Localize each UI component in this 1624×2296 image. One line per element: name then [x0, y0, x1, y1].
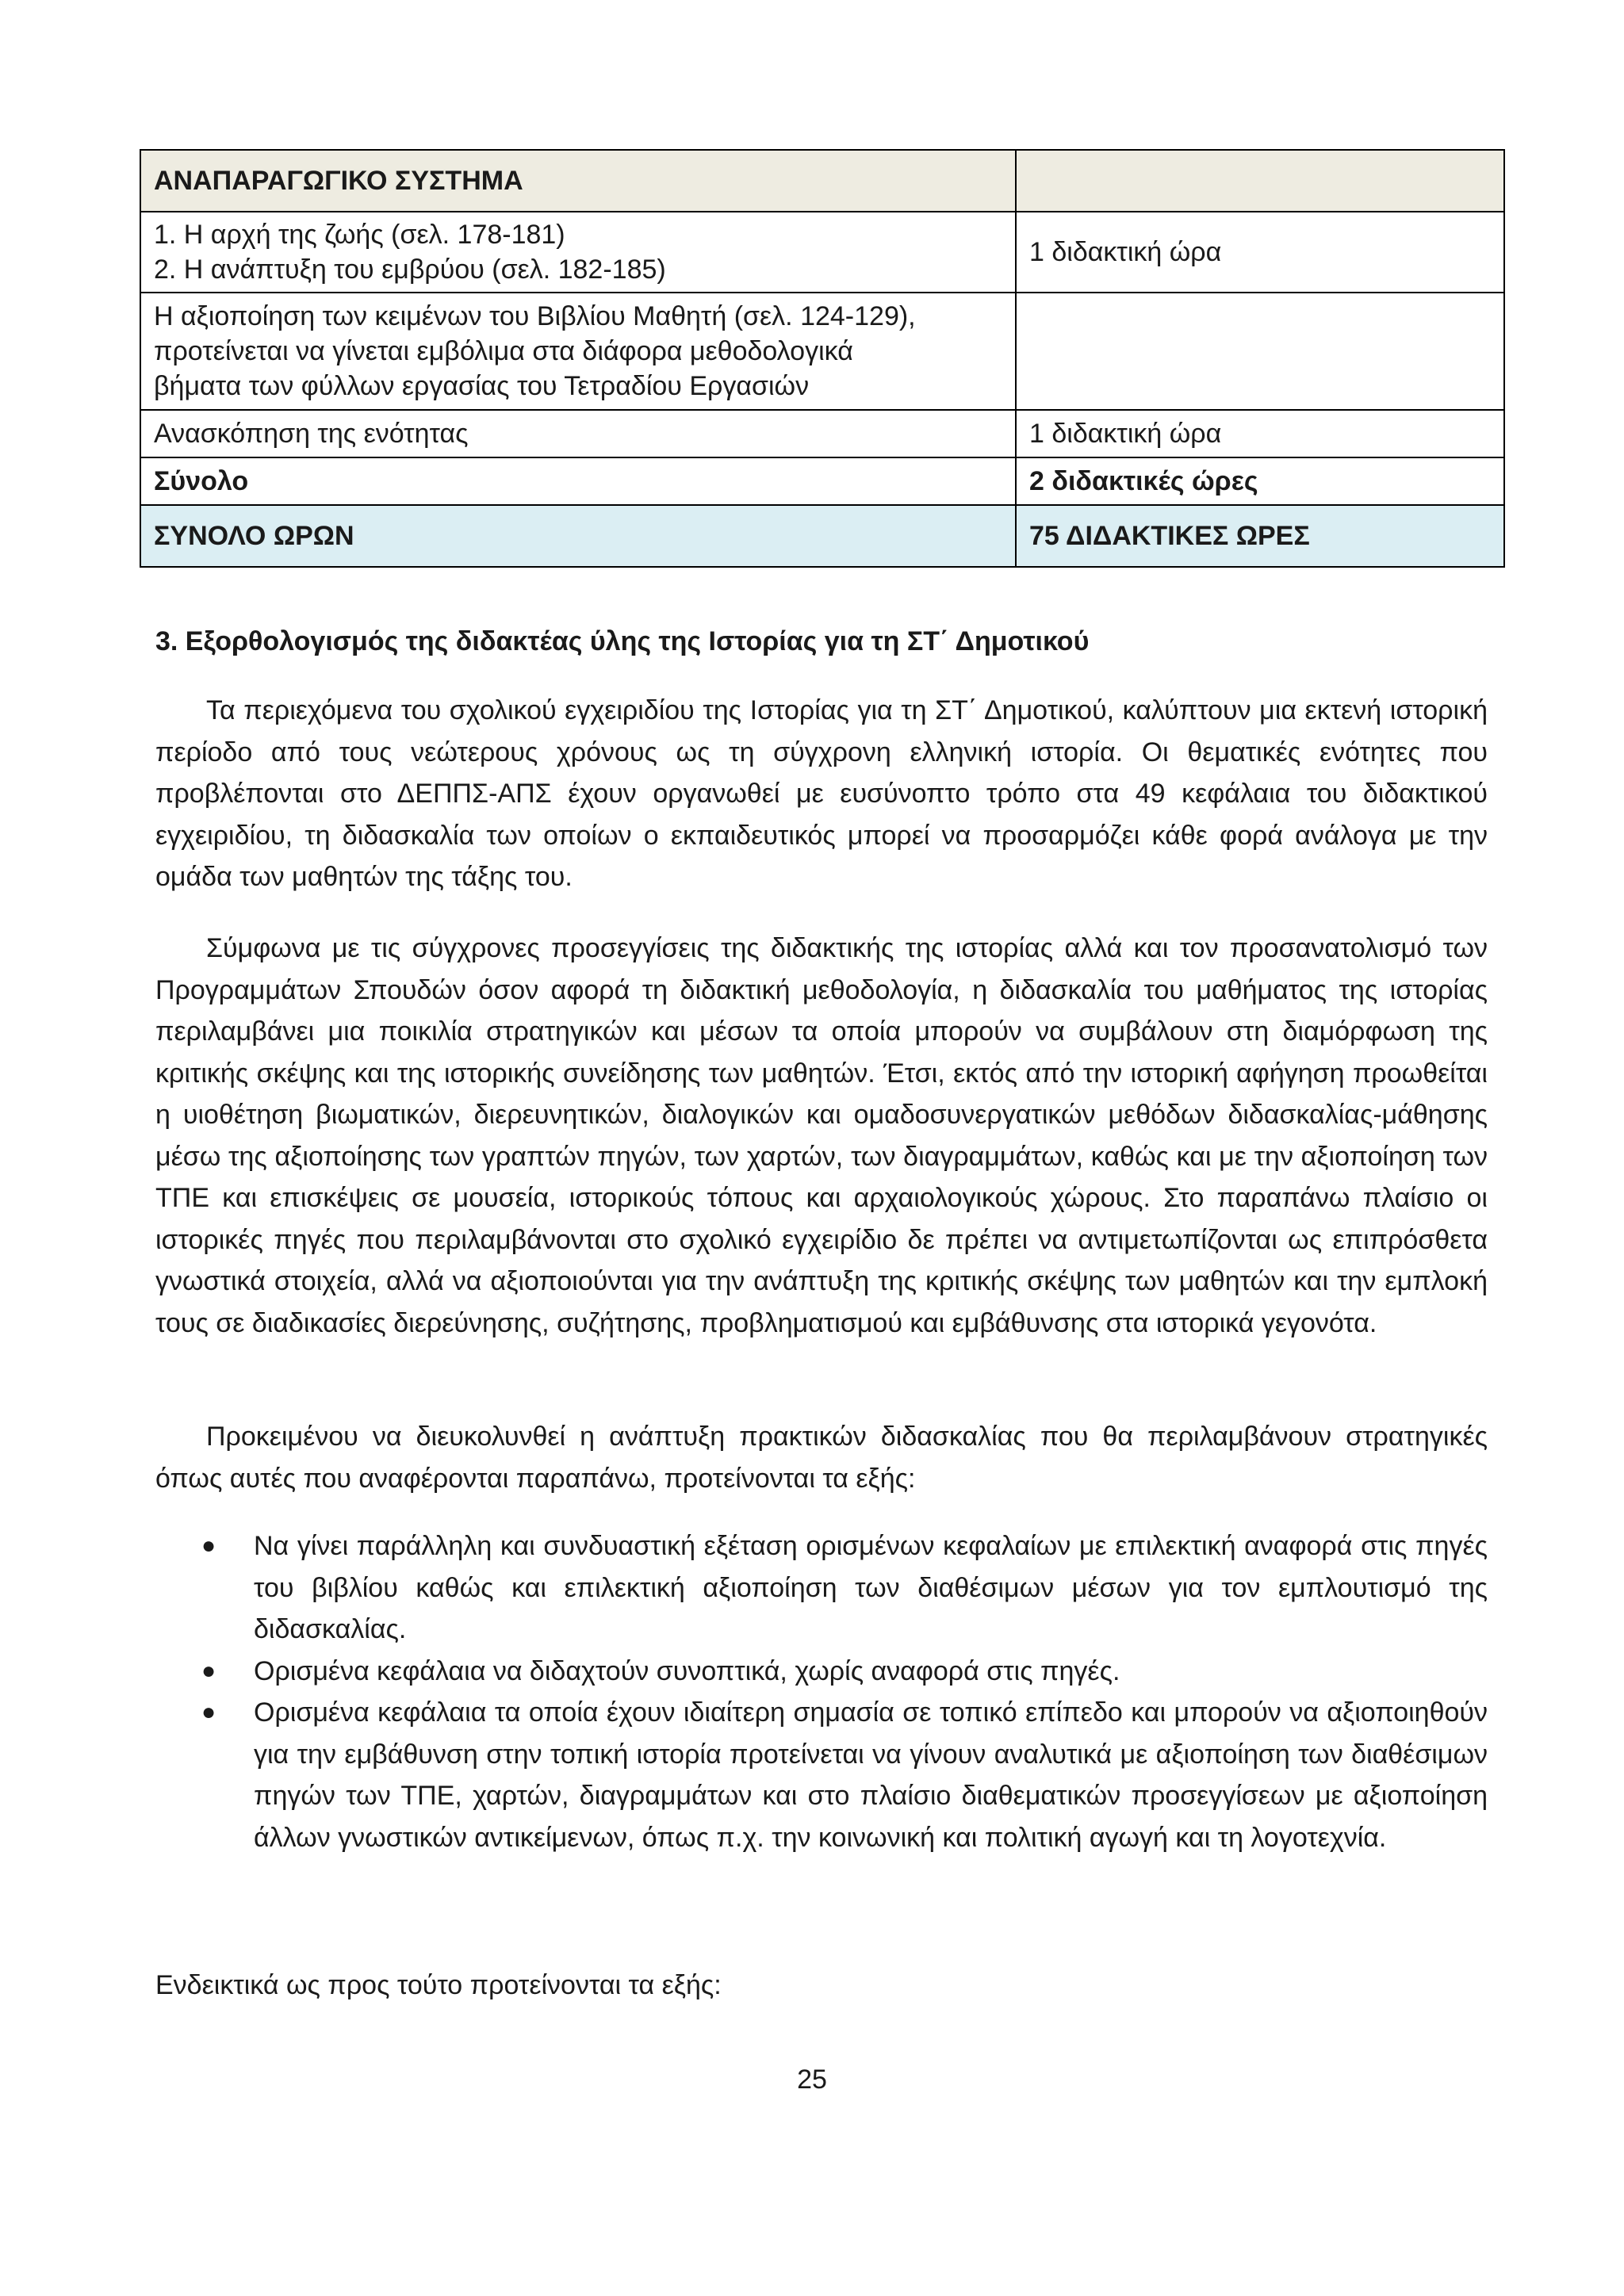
table-row — [140, 410, 1504, 457]
table-cell-topic — [140, 150, 1016, 212]
paragraph-intro: Τα περιεχόμενα του σχολικού εγχειριδίου της Ιστορίας για τη ΣΤ΄ Δημοτικού, καλύπτουν μια εκτενή ιστορική περίοδο από τους νεώτερους χρόνους ως τη σύγχρονη ελληνική ιστορία. Οι θεματικές ενότητες που προβλέπονται στο ΔΕΠΠΣ-ΑΠΣ έχουν οργανωθεί με ευσύνοπτο τρόπο στα 49 κεφάλαια του διδακτικού εγχειριδίου, τη διδασκαλία των οποίων ο εκπαιδευτικός μπορεί να προσαρμόζει κάθε φορά ανάλογα με την ομάδα των μαθητών της τάξης του. — [155, 695, 1488, 892]
list-item-text: Να γίνει παράλληλη και συνδυαστική εξέταση ορισμένων κεφαλαίων με επιλεκτική αναφορά στις πηγές του βιβλίου καθώς και επιλεκτική αξιοποίηση των διαθέσιμων μέσων για τον εμπλουτισμό της διδασκαλίας. — [254, 1531, 1488, 1644]
cell-text-line: προτείνεται να γίνεται εμβόλιμα στα διάφορα μεθοδολογικά — [154, 336, 853, 366]
table-row — [140, 457, 1504, 505]
cell-text-line: βήματα των φύλλων εργασίας του Τετραδίου Εργασιών — [154, 371, 810, 401]
cell-text-line: 1. Η αρχή της ζωής (σελ. 178-181) — [154, 220, 565, 250]
bullet-icon: ● — [201, 1699, 216, 1725]
table-cell-hours: 2 διδακτικές ώρες — [1016, 457, 1504, 505]
section-heading: 3. Εξορθολογισμός της διδακτέας ύλης της Ιστορίας για τη ΣΤ΄ Δημοτικού — [155, 626, 1090, 656]
table-cell-hours — [1016, 293, 1504, 410]
table-cell-topic — [140, 505, 1016, 567]
list-item — [155, 1525, 1488, 1651]
cell-text-line: ΑΝΑΠΑΡΑΓΩΓΙΚΟ ΣΥΣΤΗΜΑ — [154, 166, 523, 196]
table-cell-topic — [140, 293, 1016, 410]
list-item-text: Ορισμένα κεφάλαια να διδαχτούν συνοπτικά, χωρίς αναφορά στις πηγές. — [254, 1655, 1120, 1686]
list-item — [155, 1692, 1488, 1858]
table-cell-topic — [140, 212, 1016, 293]
cell-text-line: ΣΥΝΟΛΟ ΩΡΩΝ — [154, 521, 354, 551]
list-item — [155, 1651, 1488, 1693]
cell-text-line: Σύνολο — [154, 466, 249, 496]
table-cell-hours — [1016, 150, 1504, 212]
cell-text-line: Ανασκόπηση της ενότητας — [154, 419, 469, 449]
cell-text-line: Η αξιοποίηση των κειμένων του Βιβλίου Μαθητή (σελ. 124-129), — [154, 301, 916, 331]
bullet-icon: ● — [201, 1533, 216, 1559]
table-cell-topic — [140, 410, 1016, 457]
table-row — [140, 150, 1504, 212]
list-item-text: Ορισμένα κεφάλαια τα οποία έχουν ιδιαίτερη σημασία σε τοπικό επίπεδο και μπορούν να αξιοποιηθούν για την εμβάθυνση στην τοπική ιστορία προτείνεται να γίνουν αναλυτικά με αξιοποίηση των διαθέσιμων πηγών των ΤΠΕ, χαρτών, διαγραμμάτων και στο πλαίσιο διαθεματικών προσεγγίσεων με αξιοποίηση άλλων γνωστικών αντικείμενων, όπως π.χ. την κοινωνική και πολιτική αγωγή και τη λογοτεχνία. — [254, 1697, 1488, 1853]
paragraph-proposals: Προκειμένου να διευκολυνθεί η ανάπτυξη πρακτικών διδασκαλίας που θα περιλαμβάνουν στρατηγικές όπως αυτές που αναφέρονται παραπάνω, προτείνονται τα εξής: — [155, 1422, 1488, 1494]
table-cell-hours: 75 ΔΙΔΑΚΤΙΚΕΣ ΩΡΕΣ — [1016, 505, 1504, 567]
table-row — [140, 212, 1504, 293]
paragraph-indicative: Ενδεικτικά ως προς τούτο προτείνονται τα εξής: — [155, 1970, 722, 2000]
table-cell-hours: 1 διδακτική ώρα — [1016, 410, 1504, 457]
page-number: 25 — [797, 2064, 827, 2095]
cell-text-line: 2. Η ανάπτυξη του εμβρύου (σελ. 182-185) — [154, 254, 666, 285]
paragraph-methodology: Σύμφωνα με τις σύγχρονες προσεγγίσεις της διδακτικής της ιστορίας αλλά και τον προσανατολισμό των Προγραμμάτων Σπουδών όσον αφορά τη διδακτική μεθοδολογία, η διδασκαλία του μαθήματος της ιστορίας περιλαμβάνει μια ποικιλία στρατηγικών και μέσων τα οποία μπορούν να συμβάλουν στη διαμόρφωση της κριτικής σκέψης και της ιστορικής συνείδησης των μαθητών. Έτσι, εκτός από την ιστορική αφήγηση προωθείται η υιοθέτηση βιωματικών, διερευνητικών, διαλογικών και ομαδοσυνεργατικών μεθόδων διδασκαλίας-μάθησης μέσω της αξιοποίησης των γραπτών πηγών, των χαρτών, των διαγραμμάτων, καθώς και με την αξιοποίηση των ΤΠΕ και επισκέψεις σε μουσεία, ιστορικούς τόπους και αρχαιολογικούς χώρους. Στο παραπάνω πλαίσιο οι ιστορικές πηγές που περιλαμβάνονται στο σχολικό εγχειρίδιο δε πρέπει να αντιμετωπίζονται ως επιπρόσθετα γνωστικά στοιχεία, αλλά να αξιοποιούνται για την ανάπτυξη της κριτικής σκέψης των μαθητών και την εμπλοκή τους σε διαδικασίες διερεύνησης, συζήτησης, προβληματισμού και εμβάθυνσης στα ιστορικά γεγονότα. — [155, 933, 1488, 1338]
table-cell-hours: 1 διδακτική ώρα — [1016, 212, 1504, 293]
table-row — [140, 505, 1504, 567]
table-cell-topic — [140, 457, 1016, 505]
bullet-list — [155, 1525, 1488, 1858]
hours-table — [140, 149, 1505, 568]
bullet-icon: ● — [201, 1657, 216, 1684]
table-row — [140, 293, 1504, 410]
